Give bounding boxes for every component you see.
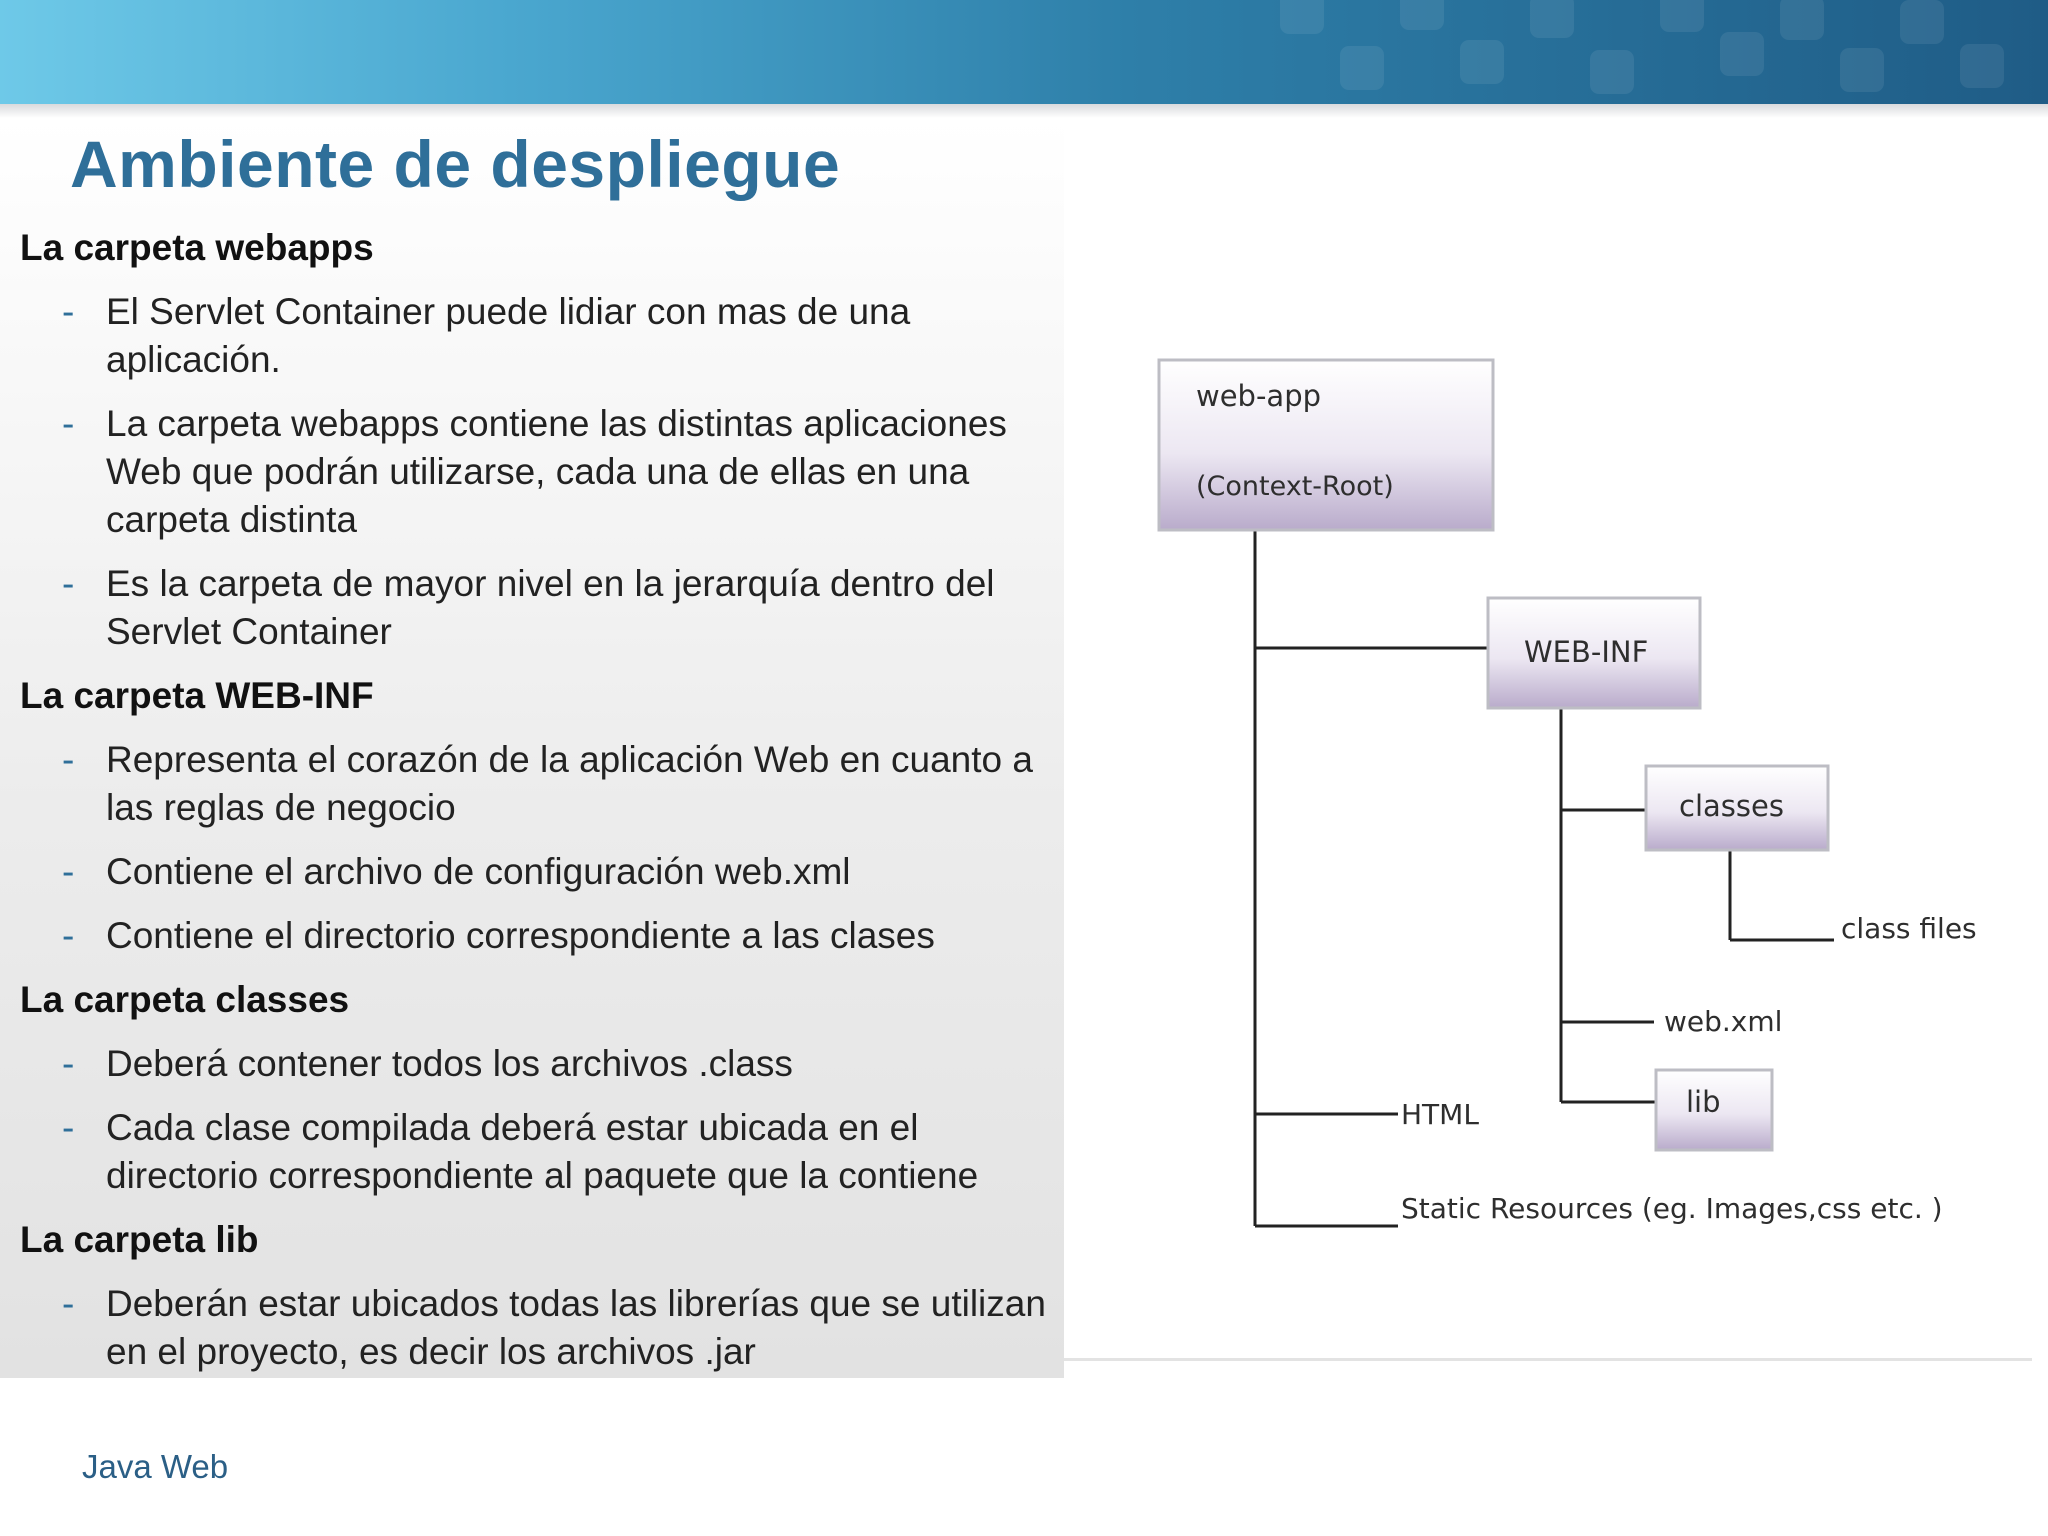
- section-lib: [20, 1216, 1070, 1376]
- section-webapps: [20, 224, 1070, 656]
- class-files-label: class files: [1841, 912, 1977, 945]
- web-xml-label: web.xml: [1664, 1005, 1783, 1038]
- folder-box-web-app: [1159, 360, 1493, 530]
- bullet-text: Representa el corazón de la aplicación Web en cuanto a las reglas de negocio: [106, 739, 1033, 828]
- bullet-text: La carpeta webapps contiene las distintas aplicaciones Web que podrán utilizarse, cada una de ellas en una carpeta distinta: [106, 403, 1007, 540]
- dash-marker: -: [62, 403, 75, 444]
- section-heading: La carpeta WEB-INF: [20, 675, 374, 716]
- context-root-label: (Context-Root): [1196, 471, 1394, 502]
- section-classes: [20, 976, 1070, 1200]
- bullet-item: [20, 1040, 1070, 1088]
- section-heading: La carpeta classes: [20, 979, 350, 1020]
- bullet-item: [20, 1104, 1070, 1200]
- banner-tile-pattern: [1240, 0, 2048, 106]
- bullet-text: Deberán estar ubicados todas las librerías que se utilizan en el proyecto, es decir los archivos .jar: [106, 1283, 1046, 1372]
- header-banner: [0, 0, 2048, 106]
- web-app-label: web-app: [1196, 379, 1322, 413]
- web-inf-label: WEB-INF: [1524, 635, 1649, 669]
- html-label: HTML: [1401, 1098, 1479, 1131]
- dash-marker: -: [62, 291, 75, 332]
- section-heading: La carpeta lib: [20, 1219, 259, 1260]
- banner-shadow: [0, 104, 2048, 118]
- dash-marker: -: [62, 851, 75, 892]
- bullet-text: Contiene el directorio correspondiente a las clases: [106, 915, 935, 956]
- dash-marker: -: [62, 563, 75, 604]
- footer-label: Java Web: [82, 1448, 229, 1485]
- dash-marker: -: [62, 915, 75, 956]
- static-resources-label: Static Resources (eg. Images,css etc. ): [1401, 1192, 1943, 1225]
- bullet-text: Contiene el archivo de configuración web.xml: [106, 851, 851, 892]
- folder-box-web-inf: [1488, 598, 1700, 708]
- bullet-item: [20, 560, 1070, 656]
- dash-marker: -: [62, 1043, 75, 1084]
- folder-structure-diagram: [1064, 264, 2032, 1361]
- slide-title: Ambiente de despliegue: [70, 127, 841, 201]
- classes-label: classes: [1679, 789, 1784, 823]
- bullet-item: [20, 736, 1070, 832]
- bullet-text: Deberá contener todos los archivos .class: [106, 1043, 793, 1084]
- section-web-inf: [20, 672, 1070, 960]
- diagram-canvas: [1064, 264, 2032, 1358]
- folder-box-classes: [1646, 766, 1828, 850]
- lib-label: lib: [1686, 1085, 1721, 1119]
- folder-box-lib: [1656, 1070, 1772, 1150]
- bullet-item: [20, 1280, 1070, 1376]
- bullet-item: [20, 288, 1070, 384]
- bullet-text: El Servlet Container puede lidiar con mas de una aplicación.: [106, 291, 911, 380]
- slide-body: [20, 224, 1070, 1392]
- bullet-item: [20, 400, 1070, 544]
- bullet-text: Es la carpeta de mayor nivel en la jerarquía dentro del Servlet Container: [106, 563, 995, 652]
- section-heading: La carpeta webapps: [20, 227, 374, 268]
- dash-marker: -: [62, 739, 75, 780]
- dash-marker: -: [62, 1107, 75, 1148]
- bullet-text: Cada clase compilada deberá estar ubicada en el directorio correspondiente al paquete que la contiene: [106, 1107, 979, 1196]
- bullet-item: [20, 912, 1070, 960]
- bullet-item: [20, 848, 1070, 896]
- dash-marker: -: [62, 1283, 75, 1324]
